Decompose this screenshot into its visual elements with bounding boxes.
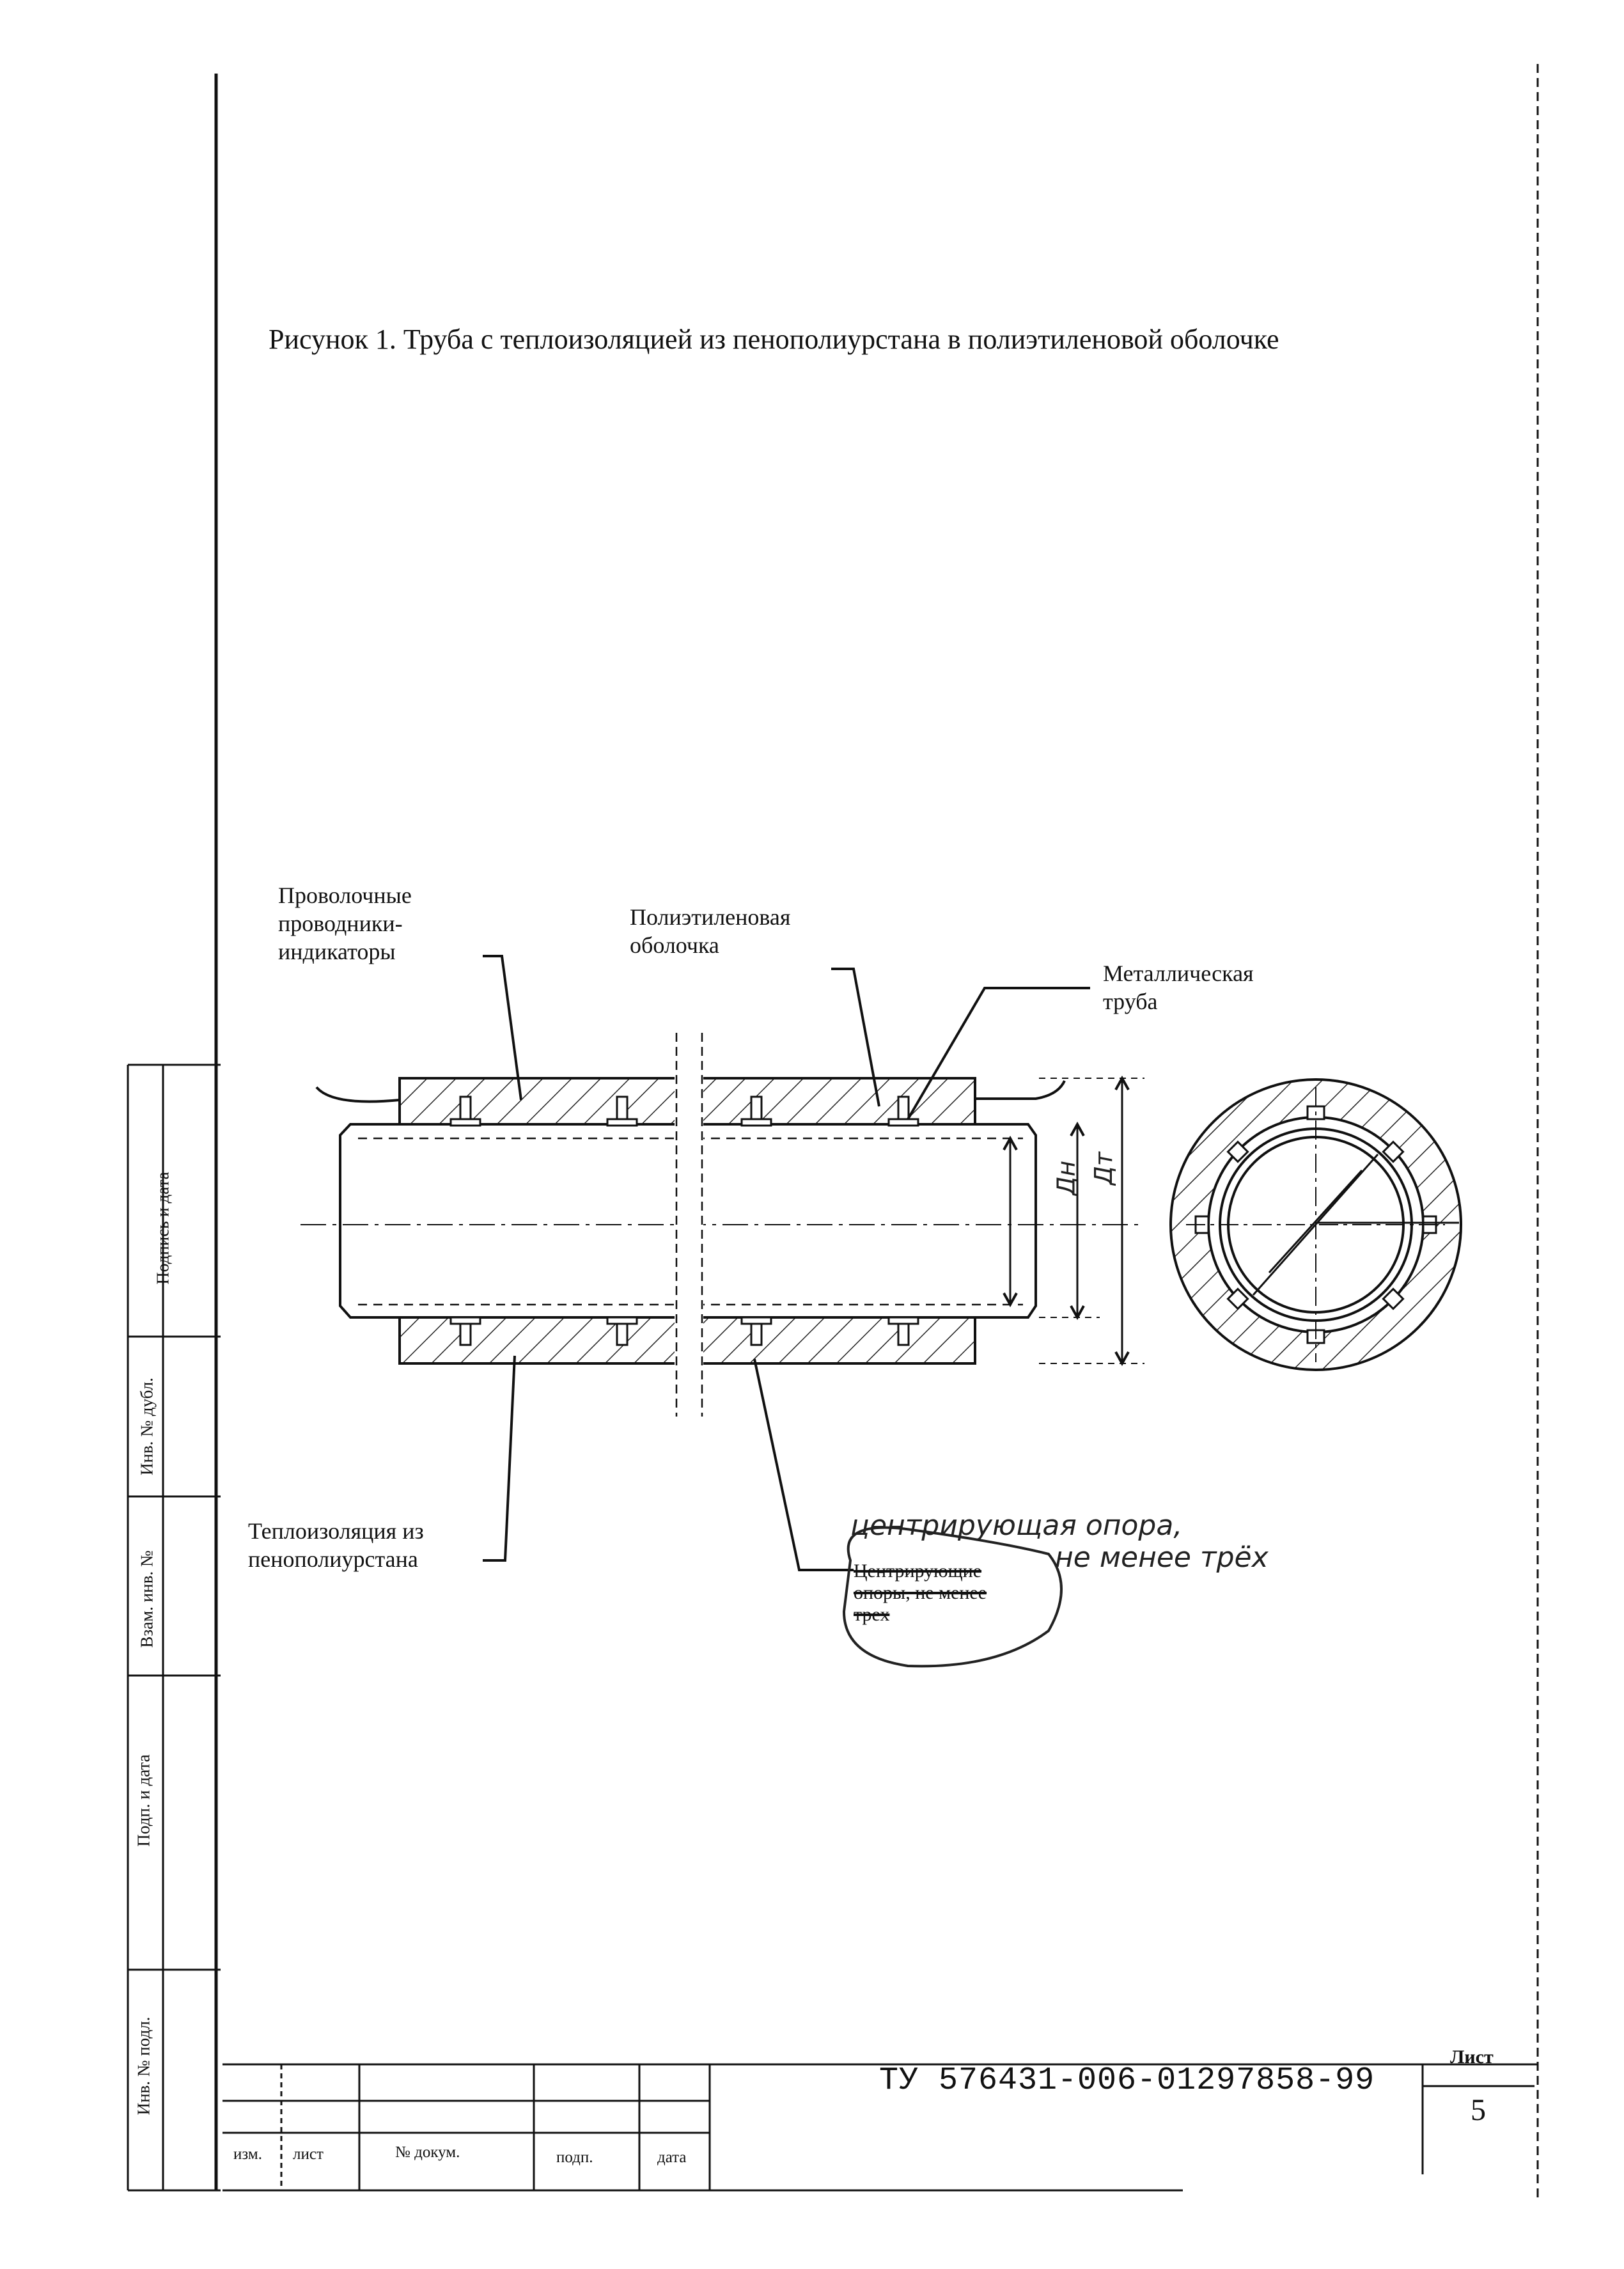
pipe-section [301, 1033, 1144, 1417]
pe-shell-line-2: оболочка [630, 932, 719, 958]
support-handwritten-line-1: центрирующая опора, [850, 1509, 1183, 1542]
dim-label-dt: Дт [1089, 1152, 1118, 1185]
stamp-sign-date-2: Подп. и дата [134, 1754, 153, 1847]
metal-pipe-line-1: Металлическая [1103, 961, 1254, 986]
support-struck-line-3: трех [854, 1604, 890, 1625]
dim-label-dn: Дн [1052, 1160, 1081, 1196]
insulation-line-1: Теплоизоляция из [248, 1518, 424, 1544]
tb-col-sign: подп. [556, 2149, 593, 2166]
stamp-replaced-inventory: Взам. инв. № [137, 1550, 157, 1648]
insulation-line-2: пенополиурстана [248, 1546, 418, 1572]
wire-indicators-line-3: индикаторы [278, 939, 396, 964]
support-handwritten-line-2: не менее трёх [1055, 1541, 1269, 1574]
pe-shell-line-1: Полиэтиленовая [630, 904, 791, 930]
wire-indicators-line-2: проводники- [278, 911, 403, 936]
support-struck-line-2: опоры, не менее [854, 1582, 987, 1603]
tb-col-izm: изм. [233, 2146, 262, 2163]
correction-bubble [844, 1528, 1061, 1667]
cross-section [1171, 1080, 1461, 1370]
document-code: ТУ 576431-006-01297858-99 [879, 2062, 1375, 2099]
side-stamp-frame [128, 1065, 221, 2190]
metal-pipe-line-2: труба [1103, 989, 1158, 1014]
tb-col-list: лист [293, 2146, 324, 2163]
figure-caption: Рисунок 1. Труба с теплоизоляцией из пенополиурстана в полиэтиленовой оболочке [269, 324, 1279, 355]
stamp-original-inventory: Инв. № подл. [134, 2016, 153, 2116]
sheet-label: Лист [1450, 2046, 1494, 2068]
tb-col-doc-no: № докум. [395, 2144, 460, 2161]
title-block-frame [223, 2064, 1534, 2190]
support-struck-line-1: Центрирующие [854, 1560, 982, 1582]
wire-indicators-line-1: Проволочные [278, 883, 412, 908]
stamp-signature-date: Подпись и дата [153, 1172, 173, 1285]
stamp-dup-inventory: Инв. № дубл. [137, 1378, 157, 1475]
sheet-number: 5 [1471, 2093, 1486, 2127]
tb-col-date: дата [657, 2149, 687, 2166]
